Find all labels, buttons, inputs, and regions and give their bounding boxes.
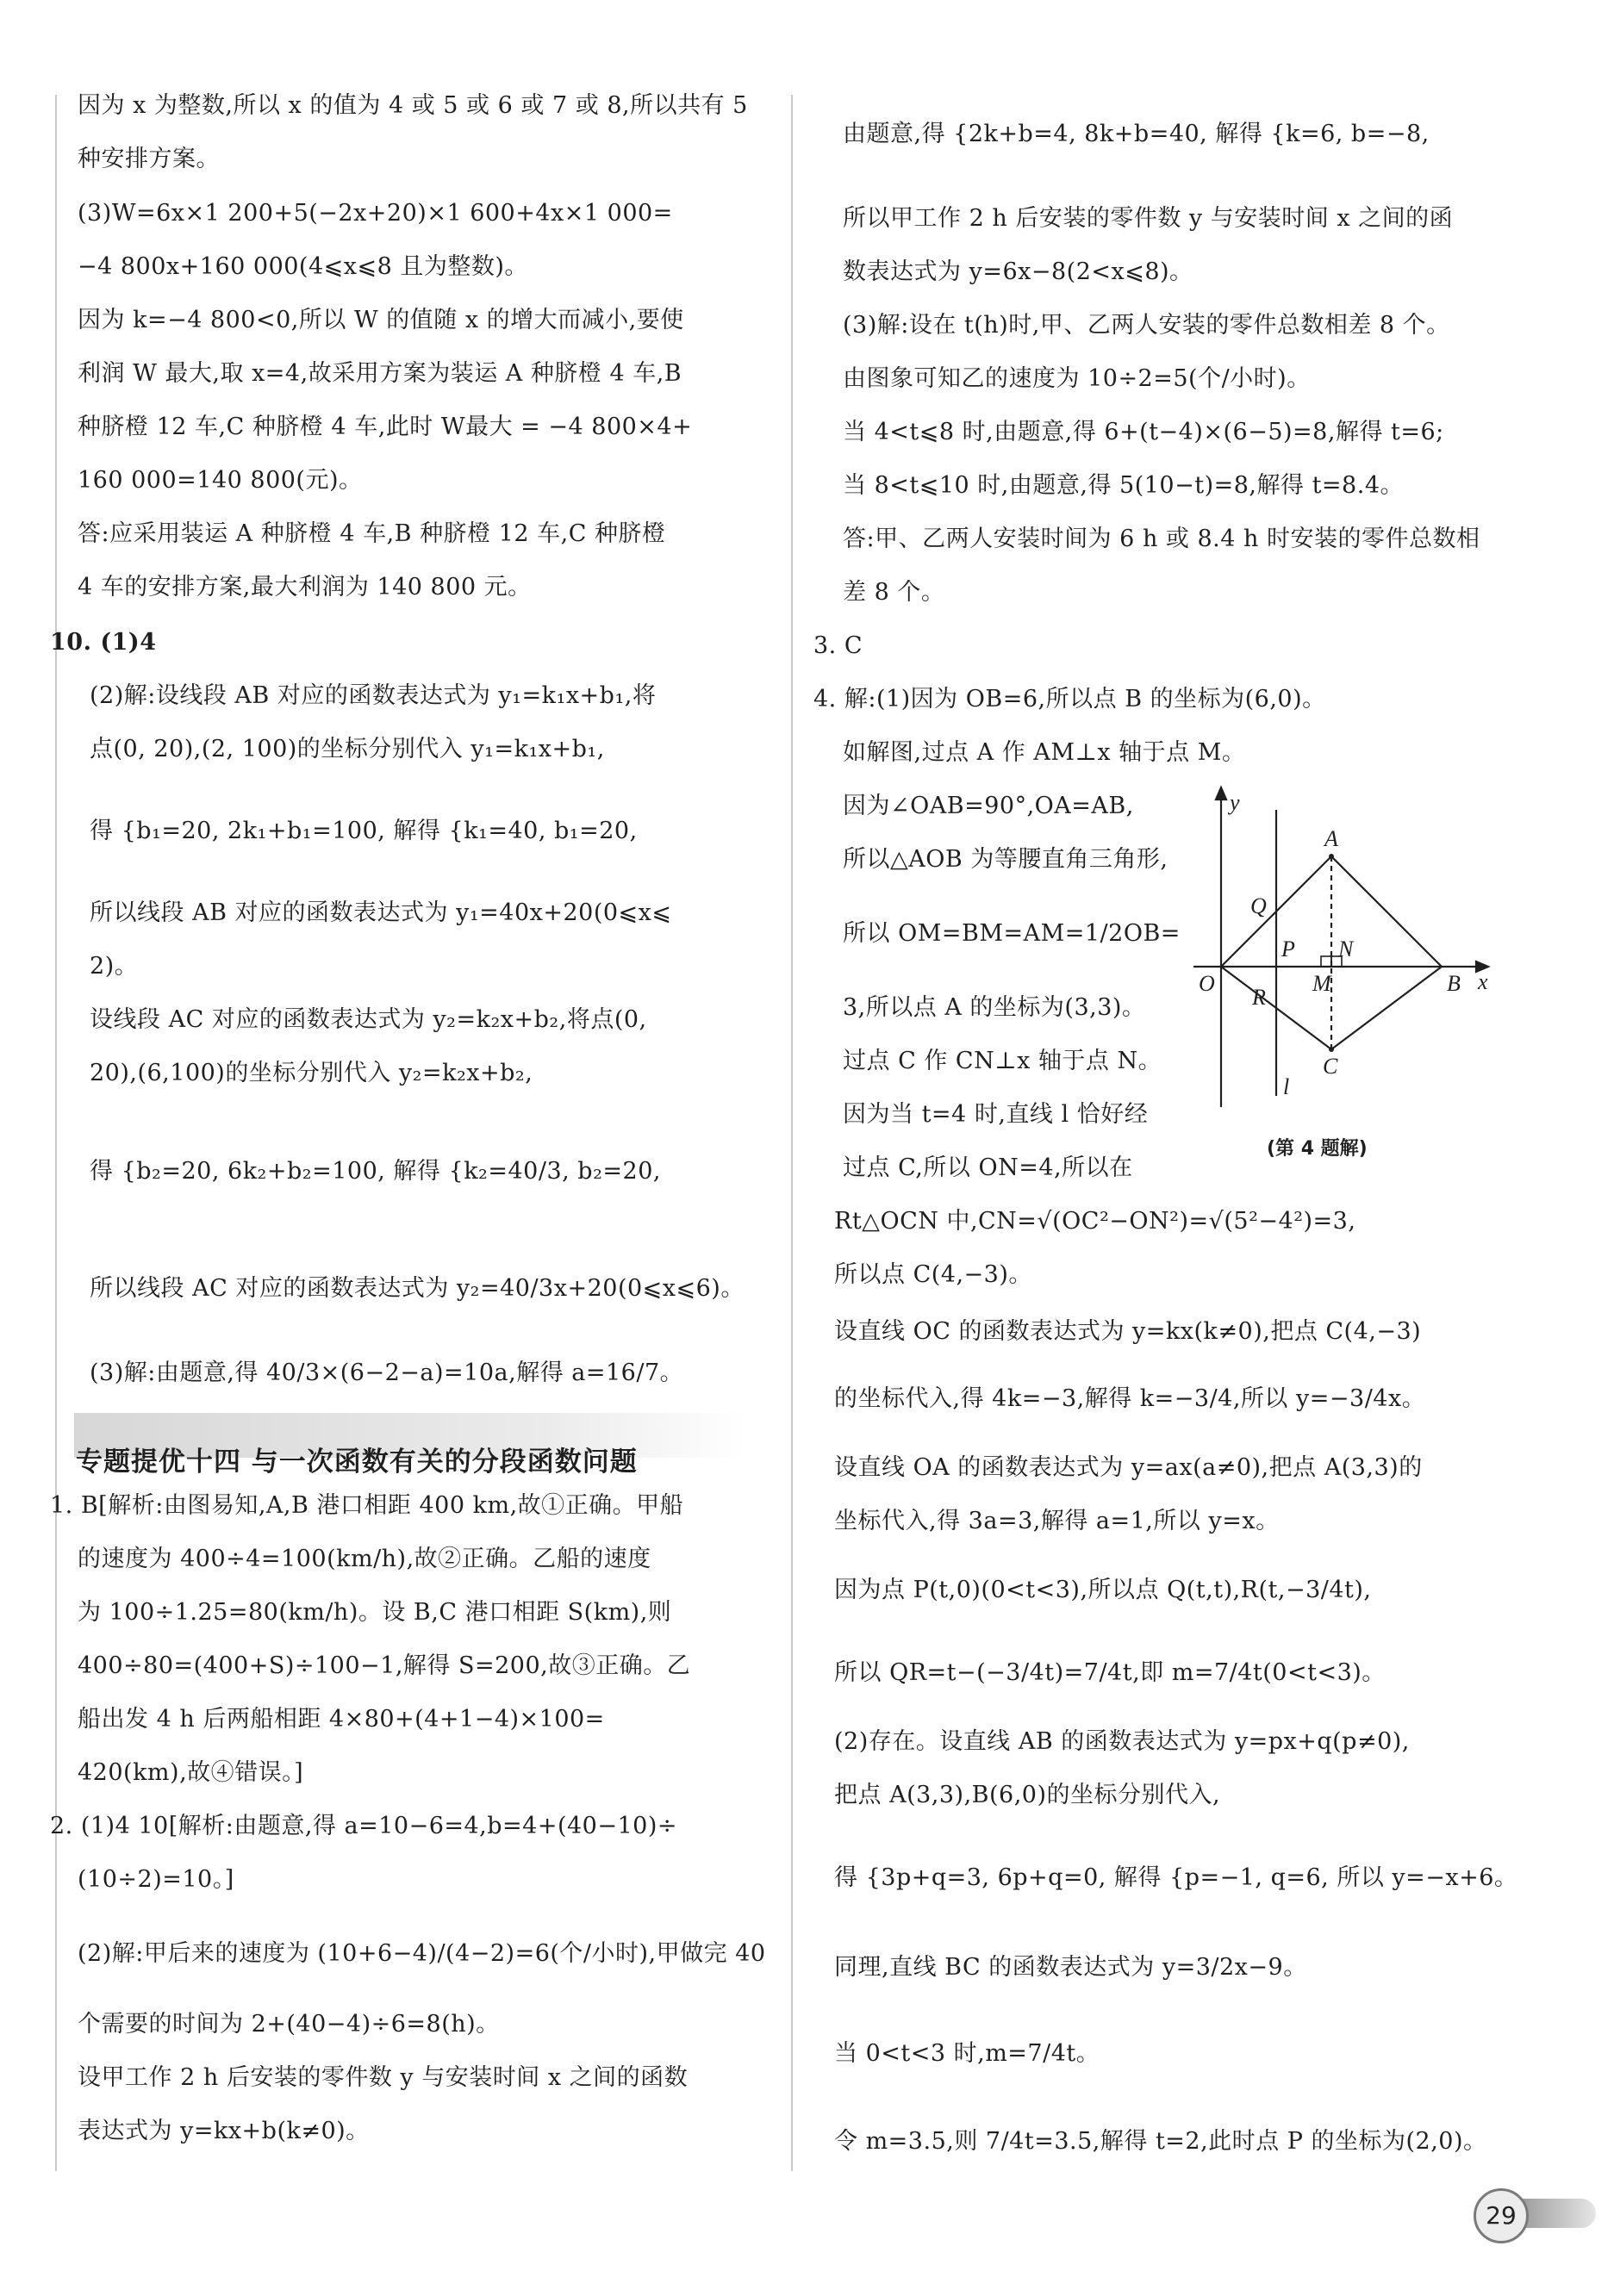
label-x: x bbox=[1478, 969, 1488, 994]
left-line: 400÷80=(400+S)÷100−1,解得 S=200,故③正确。乙 bbox=[78, 1652, 691, 1679]
y-axis-arrow bbox=[1216, 787, 1226, 800]
left-line: 点(0, 20),(2, 100)的坐标分别代入 y₁=k₁x+b₁, bbox=[90, 736, 605, 762]
left-line: 答:应采用装运 A 种脐橙 4 车,B 种脐橙 12 车,C 种脐橙 bbox=[78, 520, 666, 547]
left-line: 设甲工作 2 h 后安装的零件数 y 与安装时间 x 之间的函数 bbox=[78, 2064, 689, 2091]
left-line: 所以线段 AB 对应的函数表达式为 y₁=40x+20(0⩽x⩽ bbox=[90, 899, 672, 926]
left-line: 船出发 4 h 后两船相距 4×80+(4+1−4)×100= bbox=[78, 1706, 605, 1733]
label-y: y bbox=[1230, 790, 1240, 815]
label-b: B bbox=[1447, 971, 1461, 996]
label-n: N bbox=[1338, 936, 1354, 961]
right-line: 得 {3p+q=3, 6p+q=0, 解得 {p=−1, q=6, 所以 y=−x+6。 bbox=[834, 1864, 1518, 1891]
left-line: 表达式为 y=kx+b(k≠0)。 bbox=[78, 2118, 370, 2144]
left-line: 因为 k=−4 800<0,所以 W 的值随 x 的增大而减小,要使 bbox=[78, 307, 684, 333]
left-line: 1. B[解析:由图易知,A,B 港口相距 400 km,故①正确。甲船 bbox=[50, 1492, 684, 1519]
point-a bbox=[1329, 854, 1334, 859]
right-line: 3. C bbox=[813, 632, 863, 659]
right-line: 当 4<t⩽8 时,由题意,得 6+(t−4)×(6−5)=8,解得 t=6; bbox=[843, 419, 1444, 445]
right-line: 同理,直线 BC 的函数表达式为 y=3/2x−9。 bbox=[834, 1954, 1307, 1981]
left-line: −4 800x+160 000(4⩽x⩽8 且为整数)。 bbox=[78, 253, 528, 280]
right-line: 把点 A(3,3),B(6,0)的坐标分别代入, bbox=[834, 1782, 1221, 1808]
right-line: (3)解:设在 t(h)时,甲、乙两人安装的零件总数相差 8 个。 bbox=[843, 312, 1450, 339]
right-line: 4. 解:(1)因为 OB=6,所以点 B 的坐标为(6,0)。 bbox=[813, 686, 1326, 712]
left-line: (2)解:设线段 AB 对应的函数表达式为 y₁=k₁x+b₁,将 bbox=[90, 682, 657, 709]
label-p: P bbox=[1281, 936, 1295, 961]
label-l: l bbox=[1283, 1074, 1290, 1099]
left-line: 160 000=140 800(元)。 bbox=[78, 467, 363, 494]
left-line: (3)W=6x×1 200+5(−2x+20)×1 600+4x×1 000= bbox=[78, 200, 673, 227]
left-line: 所以线段 AC 对应的函数表达式为 y₂=40/3x+20(0⩽x⩽6)。 bbox=[90, 1275, 745, 1302]
label-c: C bbox=[1323, 1054, 1338, 1079]
right-line: 令 m=3.5,则 7/4t=3.5,解得 t=2,此时点 P 的坐标为(2,0)。 bbox=[834, 2128, 1487, 2155]
label-o: O bbox=[1199, 971, 1215, 996]
left-line: 的速度为 400÷4=100(km/h),故②正确。乙船的速度 bbox=[78, 1546, 651, 1572]
left-line: 2. (1)4 10[解析:由题意,得 a=10−6=4,b=4+(40−10)÷ bbox=[50, 1813, 677, 1839]
left-line: 2)。 bbox=[90, 953, 139, 980]
right-line: 的坐标代入,得 4k=−3,解得 k=−3/4,所以 y=−3/4x。 bbox=[834, 1385, 1426, 1412]
problem-4-figure bbox=[1185, 775, 1512, 1111]
left-line: 得 {b₂=20, 6k₂+b₂=100, 解得 {k₂=40/3, b₂=20, bbox=[90, 1158, 661, 1185]
right-line: 过点 C 作 CN⊥x 轴于点 N。 bbox=[843, 1048, 1162, 1074]
right-line: 当 8<t⩽10 时,由题意,得 5(10−t)=8,解得 t=8.4。 bbox=[843, 472, 1404, 499]
left-line: (10÷2)=10。] bbox=[78, 1866, 234, 1893]
right-line: 设直线 OA 的函数表达式为 y=ax(a≠0),把点 A(3,3)的 bbox=[834, 1454, 1423, 1481]
label-m: M bbox=[1312, 971, 1331, 996]
left-line: 420(km),故④错误。] bbox=[78, 1759, 304, 1786]
left-line: 种脐橙 12 车,C 种脐橙 4 车,此时 W最大 = −4 800×4+ bbox=[78, 414, 693, 440]
right-angle-mark-m bbox=[1321, 956, 1331, 967]
left-line: 个需要的时间为 2+(40−4)÷6=8(h)。 bbox=[78, 2011, 500, 2038]
figure-caption: (第 4 题解) bbox=[1267, 1138, 1368, 1160]
right-line: 因为点 P(t,0)(0<t<3),所以点 Q(t,t),R(t,−3/4t), bbox=[834, 1577, 1372, 1603]
right-line: 所以甲工作 2 h 后安装的零件数 y 与安装时间 x 之间的函 bbox=[843, 205, 1454, 232]
right-line: (2)存在。设直线 AB 的函数表达式为 y=px+q(p≠0), bbox=[834, 1728, 1410, 1755]
left-line: (2)解:甲后来的速度为 (10+6−4)/(4−2)=6(个/小时),甲做完 40 bbox=[78, 1940, 766, 1967]
column-divider-left bbox=[55, 95, 57, 2171]
left-line: 20),(6,100)的坐标分别代入 y₂=k₂x+b₂, bbox=[90, 1060, 533, 1086]
point-c bbox=[1329, 1047, 1334, 1052]
right-line: 坐标代入,得 3a=3,解得 a=1,所以 y=x。 bbox=[834, 1508, 1280, 1534]
left-line: 10. (1)4 bbox=[50, 629, 157, 656]
right-line: 所以点 C(4,−3)。 bbox=[834, 1261, 1032, 1288]
right-line: 所以 OM=BM=AM=1/2OB= bbox=[843, 920, 1181, 947]
right-line: 3,所以点 A 的坐标为(3,3)。 bbox=[843, 994, 1146, 1021]
left-line: (3)解:由题意,得 40/3×(6−2−a)=10a,解得 a=16/7。 bbox=[90, 1360, 684, 1386]
right-line: 所以△AOB 为等腰直角三角形, bbox=[843, 846, 1168, 873]
section-heading: 专题提优十四 与一次函数有关的分段函数问题 bbox=[76, 1447, 638, 1478]
right-line: 由图象可知乙的速度为 10÷2=5(个/小时)。 bbox=[843, 365, 1311, 392]
right-line: 设直线 OC 的函数表达式为 y=kx(k≠0),把点 C(4,−3) bbox=[834, 1318, 1422, 1345]
left-line: 设线段 AC 对应的函数表达式为 y₂=k₂x+b₂,将点(0, bbox=[90, 1006, 647, 1033]
label-q: Q bbox=[1250, 893, 1267, 918]
label-r: R bbox=[1252, 985, 1266, 1010]
label-a: A bbox=[1324, 826, 1338, 851]
right-line: 所以 QR=t−(−3/4t)=7/4t,即 m=7/4t(0<t<3)。 bbox=[834, 1659, 1386, 1686]
left-line: 4 车的安排方案,最大利润为 140 800 元。 bbox=[78, 574, 532, 600]
right-line: 数表达式为 y=6x−8(2<x⩽8)。 bbox=[843, 258, 1193, 285]
right-line: 因为当 t=4 时,直线 l 恰好经 bbox=[843, 1101, 1149, 1128]
right-line: 因为∠OAB=90°,OA=AB, bbox=[843, 793, 1134, 819]
left-line: 因为 x 为整数,所以 x 的值为 4 或 5 或 6 或 7 或 8,所以共有 5 bbox=[78, 92, 748, 119]
left-line: 种安排方案。 bbox=[78, 146, 220, 172]
right-line: 由题意,得 {2k+b=4, 8k+b=40, 解得 {k=6, b=−8, bbox=[843, 121, 1430, 147]
column-divider-center bbox=[791, 95, 793, 2171]
right-line: 过点 C,所以 ON=4,所以在 bbox=[843, 1154, 1133, 1181]
page-number: 29 bbox=[1474, 2188, 1529, 2243]
right-line: 如解图,过点 A 作 AM⊥x 轴于点 M。 bbox=[843, 739, 1246, 766]
page-number-tab bbox=[1518, 2199, 1596, 2228]
left-line: 利润 W 最大,取 x=4,故采用方案为装运 A 种脐橙 4 车,B bbox=[78, 360, 682, 387]
left-line: 为 100÷1.25=80(km/h)。设 B,C 港口相距 S(km),则 bbox=[78, 1599, 672, 1626]
right-line: 答:甲、乙两人安装时间为 6 h 或 8.4 h 时安装的零件总数相 bbox=[843, 526, 1480, 552]
left-line: 得 {b₁=20, 2k₁+b₁=100, 解得 {k₁=40, b₁=20, bbox=[90, 818, 638, 844]
right-line: 差 8 个。 bbox=[843, 579, 945, 606]
right-line: 当 0<t<3 时,m=7/4t。 bbox=[834, 2040, 1100, 2067]
right-line: Rt△OCN 中,CN=√(OC²−ON²)=√(5²−4²)=3, bbox=[834, 1208, 1356, 1235]
